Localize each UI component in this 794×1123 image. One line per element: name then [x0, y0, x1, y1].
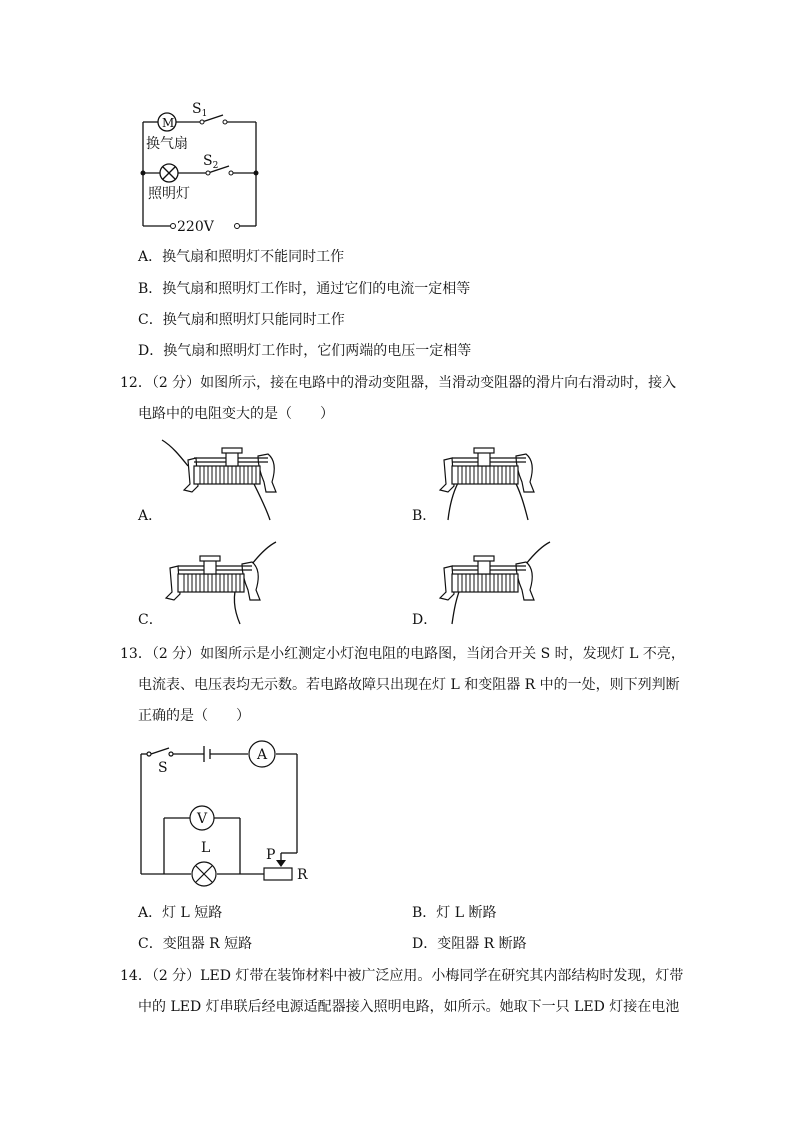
- rheostat-symbol: [264, 868, 292, 880]
- q13-option-c: C．变阻器 R 短路: [138, 936, 253, 952]
- s2-label: $S_2$: [203, 153, 219, 171]
- rheostat-figure-c: [158, 540, 283, 626]
- q12-stem-line2: 电路中的电阻变大的是（ ）: [138, 406, 334, 422]
- lamp-label: L: [201, 840, 211, 856]
- q11-circuit-diagram: [130, 98, 270, 238]
- q11-option-b: B．换气扇和照明灯工作时，通过它们的电流一定相等: [138, 281, 471, 297]
- ammeter-label: A: [257, 747, 268, 763]
- switch-label: S: [158, 760, 168, 776]
- lamp-symbol: [160, 164, 178, 182]
- s1-label: $S_1$: [192, 101, 208, 119]
- lamp-label: 照明灯: [148, 186, 190, 202]
- fan-label: 换气扇: [146, 136, 188, 152]
- voltage-label: 220V: [177, 219, 214, 235]
- q11-option-a: A．换气扇和照明灯不能同时工作: [138, 249, 345, 265]
- q11-option-d: D．换气扇和照明灯工作时，它们两端的电压一定相等: [138, 343, 472, 359]
- q14-stem-line1: 14．（2 分）LED 灯带在装饰材料中被广泛应用。小梅同学在研究其内部结构时发现，灯带: [120, 968, 684, 984]
- q12-label-d: D．: [412, 612, 438, 628]
- motor-label: M: [162, 116, 175, 130]
- q11-option-c: C．换气扇和照明灯只能同时工作: [138, 312, 345, 328]
- q13-stem-line2: 电流表、电压表均无示数。若电路故障只出现在灯 L 和变阻器 R 中的一处，则下列判断: [138, 677, 680, 693]
- q13-stem-line3: 正确的是（ ）: [138, 708, 250, 724]
- q13-option-b: B．灯 L 断路: [412, 905, 497, 921]
- q13-option-d: D．变阻器 R 断路: [412, 936, 527, 952]
- q13-option-a: A．灯 L 短路: [138, 905, 223, 921]
- q14-stem-line2: 中的 LED 灯串联后经电源适配器接入照明电路，如所示。她取下一只 LED 灯接在电池: [138, 999, 680, 1015]
- q12-label-a: A．: [138, 508, 163, 524]
- q12-label-c: C．: [138, 612, 163, 628]
- rheostat-label: R: [297, 867, 308, 883]
- rheostat-figure-a: [158, 436, 283, 522]
- rheostat-figure-d: [432, 540, 557, 626]
- q13-stem-line1: 13．（2 分）如图所示是小红测定小灯泡电阻的电路图，当闭合开关 S 时，发现灯 L 不亮，: [120, 646, 685, 662]
- q12-label-b: B．: [412, 508, 437, 524]
- voltmeter-label: V: [197, 811, 208, 827]
- q12-stem-line1: 12．（2 分）如图所示，接在电路中的滑动变阻器，当滑动变阻器的滑片向右滑动时，接入: [120, 375, 677, 391]
- q13-circuit-diagram: [135, 738, 320, 888]
- slider-label: P: [266, 847, 276, 863]
- rheostat-figure-b: [432, 436, 557, 522]
